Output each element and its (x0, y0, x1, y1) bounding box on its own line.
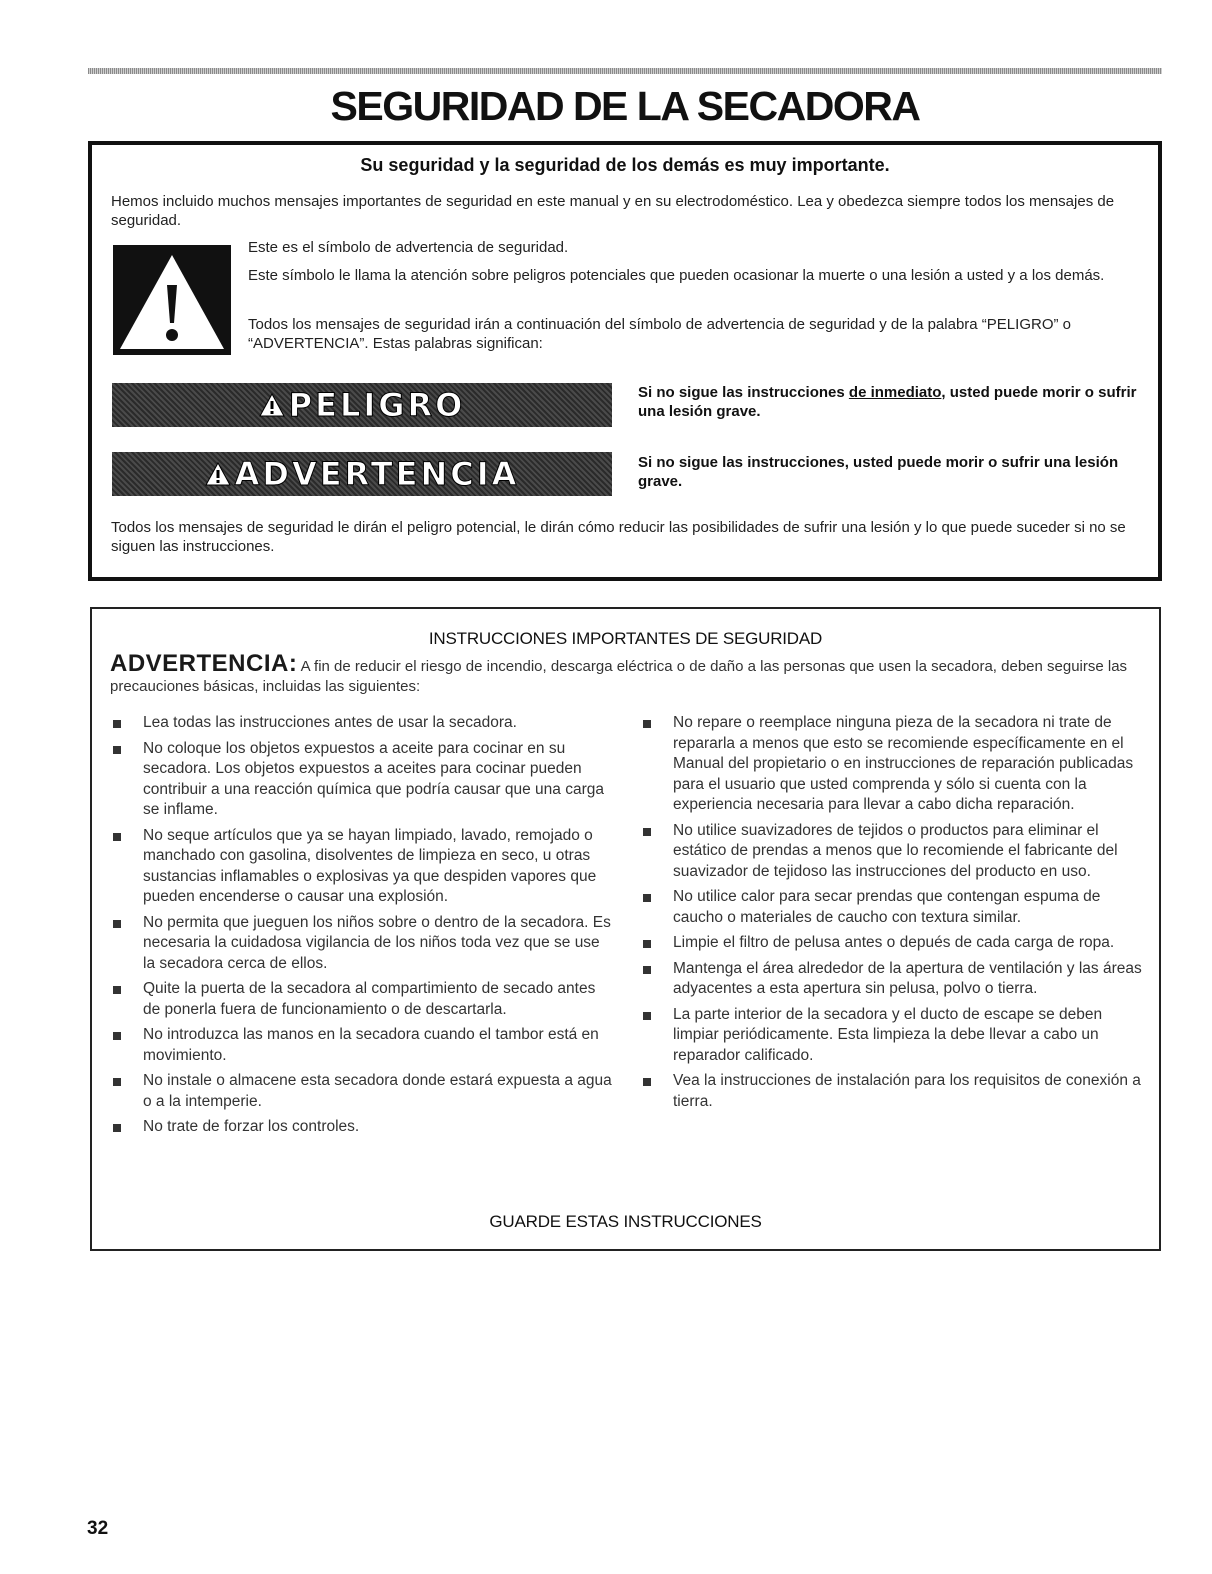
page-title: SEGURIDAD DE LA SECADORA (330, 83, 920, 129)
list-item: No utilice calor para secar prendas que contengan espuma de caucho o materiales de caucho con textura similar. (642, 887, 1142, 928)
danger-banner (112, 383, 612, 427)
top-rule (88, 68, 1162, 74)
list-item: Quite la puerta de la secadora al compartimiento de secado antes de ponerla fuera de funcionamiento o de descartarla. (112, 979, 612, 1020)
danger-label: PELIGRO (288, 386, 466, 424)
list-item: No introduzca las manos en la secadora cuando el tambor está en movimiento. (112, 1025, 612, 1066)
warning-description: Si no sigue las instrucciones, usted puede morir o sufrir una lesión grave. (638, 454, 1119, 490)
warning-triangle-icon (205, 462, 231, 486)
list-item: Mantenga el área alrededor de la apertura de ventilación y las áreas adyacentes a esta apertura sin pelusa, polvo o tierra. (642, 959, 1142, 1000)
list-item: Limpie el filtro de pelusa antes o depués de cada carga de ropa. (642, 933, 1142, 954)
list-item: Lea todas las instrucciones antes de usar la secadora. (112, 713, 612, 734)
list-item: Vea la instrucciones de instalación para los requisitos de conexión a tierra. (642, 1071, 1142, 1112)
instructions-right-list (642, 713, 1142, 1117)
list-item: No trate de forzar los controles. (112, 1117, 612, 1138)
symbol-line-1: Este es el símbolo de advertencia de seguridad. (248, 239, 569, 256)
instructions-warning (110, 650, 1140, 697)
symbol-line-2: Este símbolo le llama la atención sobre peligros potenciales que pueden ocasionar la muerte o una lesión a usted y a los demás. (248, 267, 1105, 284)
warning-word: ADVERTENCIA: (110, 650, 298, 677)
warning-banner (112, 452, 612, 496)
instructions-left-list (112, 713, 612, 1143)
safety-intro-box (88, 141, 1162, 581)
symbol-line-3: Todos los mensajes de seguridad irán a continuación del símbolo de advertencia de seguridad y de la palabra “PELIGRO” o “ADVERTENCIA”. Estas palabras significan: (248, 316, 1071, 352)
list-item: No instale o almacene esta secadora donde estará expuesta a agua o a la intemperie. (112, 1071, 612, 1112)
instructions-box (90, 607, 1161, 1251)
safety-intro-text: Hemos incluido muchos mensajes importantes de seguridad en este manual y en su electrodoméstico. Lea y obedezca siempre todos los mensajes de seguridad. (111, 193, 1115, 229)
list-item: No utilice suavizadores de tejidos o productos para eliminar el estático de prendas a menos que lo recomiende el fabricante del suavizador de tejidoso las instrucciones del producto en uso. (642, 821, 1142, 883)
safety-subtitle: Su seguridad y la seguridad de los demás es muy importante. (360, 155, 890, 175)
list-item: No seque artículos que ya se hayan limpiado, lavado, remojado o manchado con gasolina, disolventes de limpieza en seco, u otras sustancias inflamables o explosivas ya que despiden vapores que pueden encenderse o causar una explosión. (112, 826, 612, 908)
save-instructions-heading: GUARDE ESTAS INSTRUCCIONES (489, 1212, 762, 1231)
safety-alert-symbol-icon (113, 245, 231, 355)
page-number: 32 (87, 1518, 109, 1539)
danger-description: Si no sigue las instrucciones de inmediato, usted puede morir o sufrir una lesión grave. (638, 384, 1137, 420)
list-item: No permita que jueguen los niños sobre o dentro de la secadora. Es necesaria la cuidadosa vigilancia de los niños toda vez que se use la secadora cerca de ellos. (112, 913, 612, 975)
safety-closing-text: Todos los mensajes de seguridad le dirán el peligro potencial, le dirán cómo reducir las posibilidades de sufrir una lesión y lo que puede suceder si no se siguen las instrucciones. (111, 519, 1126, 555)
warning-triangle-icon (259, 393, 285, 417)
instructions-heading: INSTRUCCIONES IMPORTANTES DE SEGURIDAD (428, 629, 823, 648)
list-item: No repare o reemplace ninguna pieza de la secadora ni trate de repararla a menos que esto se recomiende específicamente en el Manual del propietario o en instrucciones de reparación publicadas para el usuario que usted comprenda y sólo si cuenta con la experiencia necesaria para llevar a cabo dicha reparación. (642, 713, 1142, 816)
list-item: La parte interior de la secadora y el ducto de escape se deben limpiar periódicamente. Esta limpieza la debe llevar a cabo un reparador calificado. (642, 1005, 1142, 1067)
list-item: No coloque los objetos expuestos a aceite para cocinar en su secadora. Los objetos expuestos a aceites para cocinar pueden contribuir a una reacción química que podría causar que una carga se inflame. (112, 739, 612, 821)
warning-label: ADVERTENCIA (234, 455, 520, 493)
warning-text: A fin de reducir el riesgo de incendio, descarga eléctrica o de daño a las personas que usen la secadora, deben seguirse las precauciones básicas, incluidas las siguientes: (110, 658, 1128, 695)
